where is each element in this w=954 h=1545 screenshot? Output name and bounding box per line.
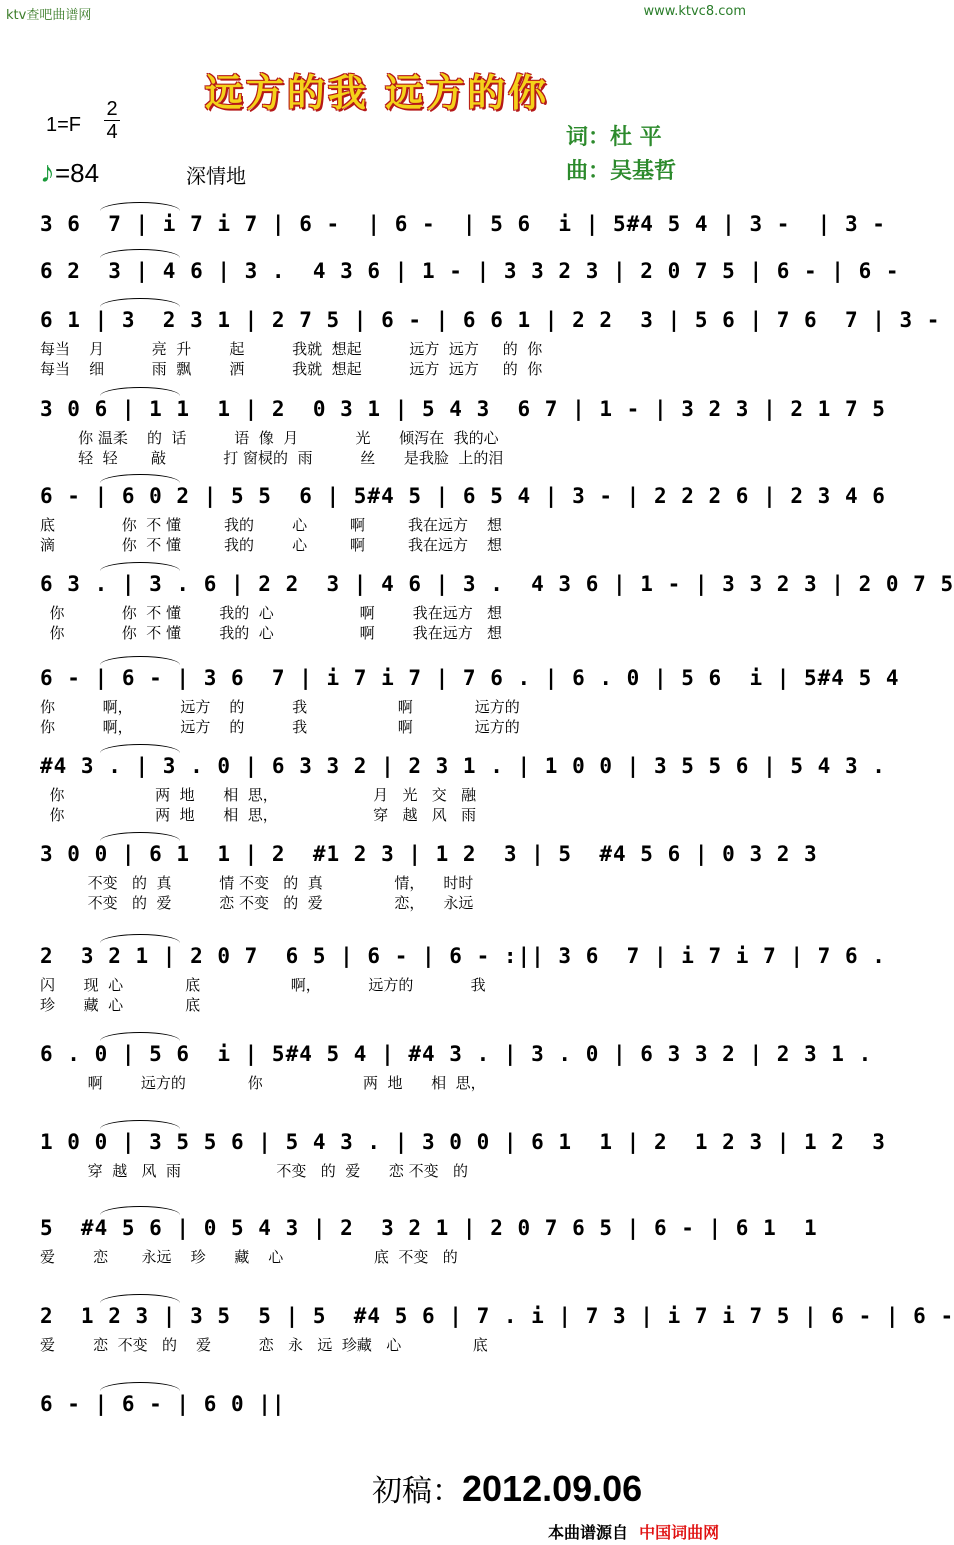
notation-line: 2 1 2 3 | 3 5 5 | 5 #4 5 6 | 7 . i | 7 3 | i 7 i 7 5 | 6 - | 6 - xyxy=(40,1304,954,1328)
meter-top: 2 xyxy=(106,98,118,120)
key-signature: 1=F xyxy=(46,114,82,136)
lyric-line: 底 你 不 懂 我的 心 啊 我在远方 想 xyxy=(40,516,503,534)
lyric-line: 你 你 不 懂 我的 心 啊 我在远方 想 xyxy=(40,624,503,642)
lyric-line: 轻 轻 敲 打 窗棂的 雨 丝 是我脸 上的泪 xyxy=(40,449,504,467)
tempo-value: =84 xyxy=(55,158,100,188)
slur-mark xyxy=(100,202,180,211)
notation-line: 5 #4 5 6 | 0 5 4 3 | 2 3 2 1 | 2 0 7 6 5 | 6 - | 6 1 1 xyxy=(40,1216,818,1240)
lyric-line: 你 两 地 相 思， 穿 越 风 雨 xyxy=(40,806,477,824)
tempo-marking xyxy=(40,156,99,190)
lyric-line: 滴 你 不 懂 我的 心 啊 我在远方 想 xyxy=(40,536,503,554)
slur-mark xyxy=(100,1294,180,1303)
slur-mark xyxy=(100,562,180,571)
lyric-line: 爱 恋 不变 的 爱 恋 永 远 珍藏 心 底 xyxy=(40,1336,488,1354)
source-site: 中国词曲网 xyxy=(639,1523,720,1542)
lyric-line: 闪 现 心 底 啊， 远方的 我 xyxy=(40,976,486,994)
source-prefix: 本曲谱源自 xyxy=(548,1523,629,1542)
slur-mark xyxy=(100,1120,180,1129)
lyricist-credit: 词：杜 平 xyxy=(566,124,662,150)
notation-line: 6 3 . | 3 . 6 | 2 2 3 | 4 6 | 3 . 4 3 6 | 1 - | 3 3 2 3 | 2 0 7 5 xyxy=(40,572,954,596)
lyric-line: 你 你 不 懂 我的 心 啊 我在远方 想 xyxy=(40,604,503,622)
lyric-line: 每当 月 亮 升 起 我就 想起 远方 远方 的 你 xyxy=(40,340,543,358)
notation-line: 3 0 0 | 6 1 1 | 2 #1 2 3 | 1 2 3 | 5 #4 5 6 | 0 3 2 3 xyxy=(40,842,818,866)
notation-line: 6 . 0 | 5 6 i | 5#4 5 4 | #4 3 . | 3 . 0 | 6 3 3 2 | 2 3 1 . xyxy=(40,1042,873,1066)
slur-mark xyxy=(100,1382,180,1391)
lyric-line: 珍 藏 心 底 xyxy=(40,996,201,1014)
lyric-line: 你 两 地 相 思， 月 光 交 融 xyxy=(40,786,477,804)
notation-line: 1 0 0 | 3 5 5 6 | 5 4 3 . | 3 0 0 | 6 1 1 | 2 1 2 3 | 1 2 3 xyxy=(40,1130,886,1154)
eighth-note-icon: ♪ xyxy=(40,156,55,189)
meter-bottom: 4 xyxy=(106,121,118,143)
notation-line: 2 3 2 1 | 2 0 7 6 5 | 6 - | 6 - :|| 3 6 7 | i 7 i 7 | 7 6 . xyxy=(40,944,886,968)
lyric-line: 穿 越 风 雨 不变 的 爱 恋 不变 的 xyxy=(40,1162,468,1180)
composer-credit: 曲：吴基哲 xyxy=(566,158,677,184)
slur-mark xyxy=(100,656,180,665)
lyric-line: 你 啊， 远方 的 我 啊 远方的 xyxy=(40,718,520,736)
lyric-line: 不变 的 真 情 不变 的 真 情， 时时 xyxy=(40,874,474,892)
notation-line: 6 - | 6 0 2 | 5 5 6 | 5#4 5 | 6 5 4 | 3 - | 2 2 2 6 | 2 3 4 6 xyxy=(40,484,886,508)
slur-mark xyxy=(100,249,180,258)
notation-line: 6 1 | 3 2 3 1 | 2 7 5 | 6 - | 6 6 1 | 2 2 3 | 5 6 | 7 6 7 | 3 - xyxy=(40,308,941,332)
lyric-line: 每当 细 雨 飘 洒 我就 想起 远方 远方 的 你 xyxy=(40,360,543,378)
slur-mark xyxy=(100,934,180,943)
lyric-line: 你 温柔 的 话 语 像 月 光 倾泻在 我的心 xyxy=(40,429,499,447)
notation-line: 3 0 6 | 1 1 1 | 2 0 3 1 | 5 4 3 6 7 | 1 - | 3 2 3 | 2 1 7 5 xyxy=(40,397,886,421)
site-watermark-left: ktv查吧曲谱网 xyxy=(6,8,92,23)
slur-mark xyxy=(100,1032,180,1041)
lyric-line: 不变 的 爱 恋 不变 的 爱 恋， 永远 xyxy=(40,894,474,912)
slur-mark xyxy=(100,474,180,483)
slur-mark xyxy=(100,298,180,307)
song-title: 远方的我 远方的你 xyxy=(204,70,550,115)
notation-line: 6 - | 6 - | 3 6 7 | i 7 i 7 | 7 6 . | 6 . 0 | 5 6 i | 5#4 5 4 xyxy=(40,666,900,690)
draft-note xyxy=(372,1466,642,1510)
expression-marking: 深情地 xyxy=(186,164,246,188)
slur-mark xyxy=(100,744,180,753)
notation-line: 3 6 7 | i 7 i 7 | 6 - | 6 - | 5 6 i | 5#4 5 4 | 3 - | 3 - xyxy=(40,212,886,236)
notation-line: #4 3 . | 3 . 0 | 6 3 3 2 | 2 3 1 . | 1 0 0 | 3 5 5 6 | 5 4 3 . xyxy=(40,754,886,778)
slur-mark xyxy=(100,832,180,841)
slur-mark xyxy=(100,387,180,396)
notation-line: 6 2 3 | 4 6 | 3 . 4 3 6 | 1 - | 3 3 2 3 | 2 0 7 5 | 6 - | 6 - xyxy=(40,259,900,283)
lyric-line: 啊 远方的 你 两 地 相 思， xyxy=(40,1074,486,1092)
time-signature xyxy=(104,98,120,143)
notation-line: 6 - | 6 - | 6 0 || xyxy=(40,1392,286,1416)
lyric-line: 你 啊， 远方 的 我 啊 远方的 xyxy=(40,698,520,716)
source-credit xyxy=(548,1520,719,1543)
draft-label: 初稿： xyxy=(372,1474,462,1509)
site-watermark-right: www.ktvc8.com xyxy=(643,4,746,19)
draft-date: 2012.09.06 xyxy=(462,1468,643,1509)
slur-mark xyxy=(100,1206,180,1215)
lyric-line: 爱 恋 永远 珍 藏 心 底 不变 的 xyxy=(40,1248,458,1266)
